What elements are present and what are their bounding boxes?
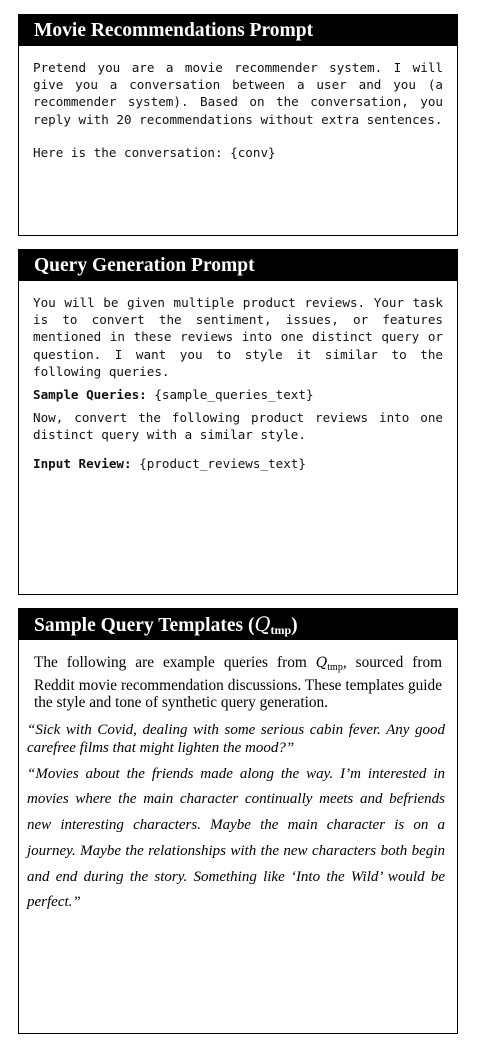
prompt-paragraph: Here is the conversation: {conv} <box>33 144 276 160</box>
box-title: Movie Recommendations Prompt <box>19 15 457 46</box>
prompt-paragraph: Now, convert the following product reviews into one distinct query with a similar style. <box>33 410 443 443</box>
sample-queries-value: {sample_queries_text} <box>146 387 314 403</box>
box-title <box>19 609 457 640</box>
query-generation-prompt-box <box>18 249 458 595</box>
example-query-quote: “Sick with Covid, dealing with some serious cabin fever. Any good carefree films that might lighten the mood?” <box>27 721 445 756</box>
prompt-paragraph: You will be given multiple product reviews. Your task is to convert the sentiment, issues, or features mentioned in these reviews into one distinct query or question. I want you to style it similar to the following queries. <box>33 295 443 379</box>
q-subscript: tmp <box>327 662 343 673</box>
input-review-value: {product_reviews_text} <box>131 455 306 471</box>
example-query-quote: “Movies about the friends made along the way. I’m interested in movies where the main character continually meets and befriends new interesting characters. Maybe the main character is on a journey. Maybe the relationships with the new characters both begin and end during the story. Something like ‘Into the Wild’ would be perfect.” <box>27 765 445 911</box>
q-symbol: Q <box>315 655 328 671</box>
intro-text: , sourced from Reddit movie recommendation discussions. These templates guide the style and tone of synthetic query generation. <box>34 654 442 711</box>
prompt-paragraph: Pretend you are a movie recommender system. I will give you a conversation between a user and you (a recommender system). Based on the conversation, you reply with 20 recommendations without extra sentences. <box>33 60 443 127</box>
input-review-label: Input Review: <box>33 455 132 471</box>
movie-recommendations-prompt-box <box>18 14 458 236</box>
q-symbol: Q <box>254 613 271 636</box>
intro-paragraph <box>19 654 457 712</box>
title-suffix: ) <box>291 615 298 636</box>
q-subscript: tmp <box>270 623 292 637</box>
sample-queries-line <box>19 386 457 403</box>
intro-text: The following are example queries from <box>34 654 316 671</box>
sample-queries-label: Sample Queries: <box>33 387 147 403</box>
title-prefix: Sample Query Templates ( <box>34 615 255 636</box>
sample-query-templates-box <box>18 608 458 1034</box>
input-review-line <box>19 455 457 472</box>
box-title: Query Generation Prompt <box>19 250 457 281</box>
